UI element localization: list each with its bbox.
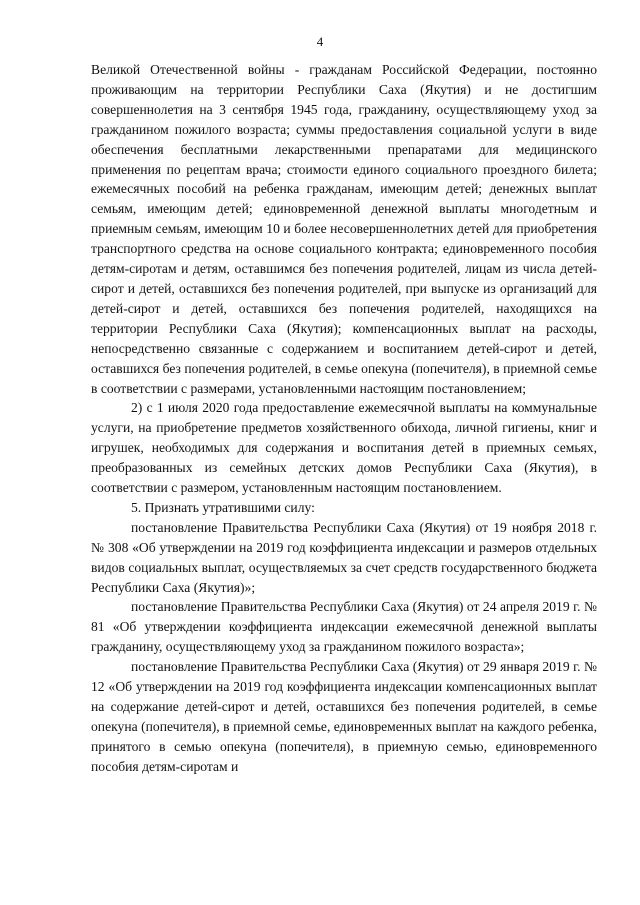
paragraph-continuation: Великой Отечественной войны - гражданам Российской Федерации, постоянно проживающим на территории Республики Саха (Якутия) и не достигшим совершеннолетия на 3 сентября 1945 года, гражданину, осуществляющему уход за гражданином пожилого возраста; суммы предоставления социальной услуги в виде обеспечения бесплатными лекарственными препаратами для медицинского применения по рецептам врача; стоимости единого социального проездного билета; ежемесячных пособий на ребенка гражданам, имеющим детей; денежных выплат семьям, имеющим детей; единовременной денежной выплаты многодетным и приемным семьям, имеющим 10 и более несовершеннолетних детей для приобретения транспортного средства на основе социального контракта; единовременного пособия детям-сиротам и детям, оставшимся без попечения родителей, лицам из числа детей-сирот и детей, оставшихся без попечения родителей, при выпуске из организаций для детей-сирот и детей, оставшихся без попечения родителей, находящихся на территории Республики Саха (Якутия); компенсационных выплат на расходы, непосредственно связанные с содержанием и воспитанием детей-сирот и детей, оставшихся без попечения родителей, в семье опекуна (попечителя), в приемной семье в соответствии с размерами, установленными настоящим постановлением; bbox=[91, 62, 597, 396]
paragraph-repealed-act-12: постановление Правительства Республики Саха (Якутия) от 29 января 2019 г. № 12 «Об утверждении на 2019 год коэффициента индексации компенсационных выплат на содержание детей-сирот и детей, оставшихся без попечения родителей, в семье опекуна (попечителя), в приемной семье, единовременных выплат на каждого ребенка, принятого в семью опекуна (попечителя), в приемную семью, единовременного пособия детям-сиротам и bbox=[91, 659, 597, 774]
page-number: 4 bbox=[316, 34, 324, 49]
paragraph-item-5-heading: 5. Признать утратившими силу: bbox=[131, 499, 315, 515]
paragraph-item-2: 2) с 1 июля 2020 года предоставление ежемесячной выплаты на коммунальные услуги, на приобретение предметов хозяйственного обихода, личной гигиены, книг и игрушек, необходимых для содержания и воспитания детей в приемных семьях, преобразованных из семейных детских домов Республики Саха (Якутия), в соответствии с размером, установленным настоящим постановлением. bbox=[91, 400, 597, 496]
paragraph-repealed-act-81: постановление Правительства Республики Саха (Якутия) от 24 апреля 2019 г. № 81 «Об утверждении коэффициента индексации ежемесячной денежной выплаты гражданину, осуществляющему уход за гражданином пожилого возраста»; bbox=[91, 599, 597, 655]
document-body bbox=[91, 60, 597, 777]
paragraph-repealed-act-308: постановление Правительства Республики Саха (Якутия) от 19 ноября 2018 г. № 308 «Об утверждении на 2019 год коэффициента индексации и размеров отдельных видов социальных выплат, осуществляемых за счет средств государственного бюджета Республики Саха (Якутия)»; bbox=[91, 519, 597, 595]
